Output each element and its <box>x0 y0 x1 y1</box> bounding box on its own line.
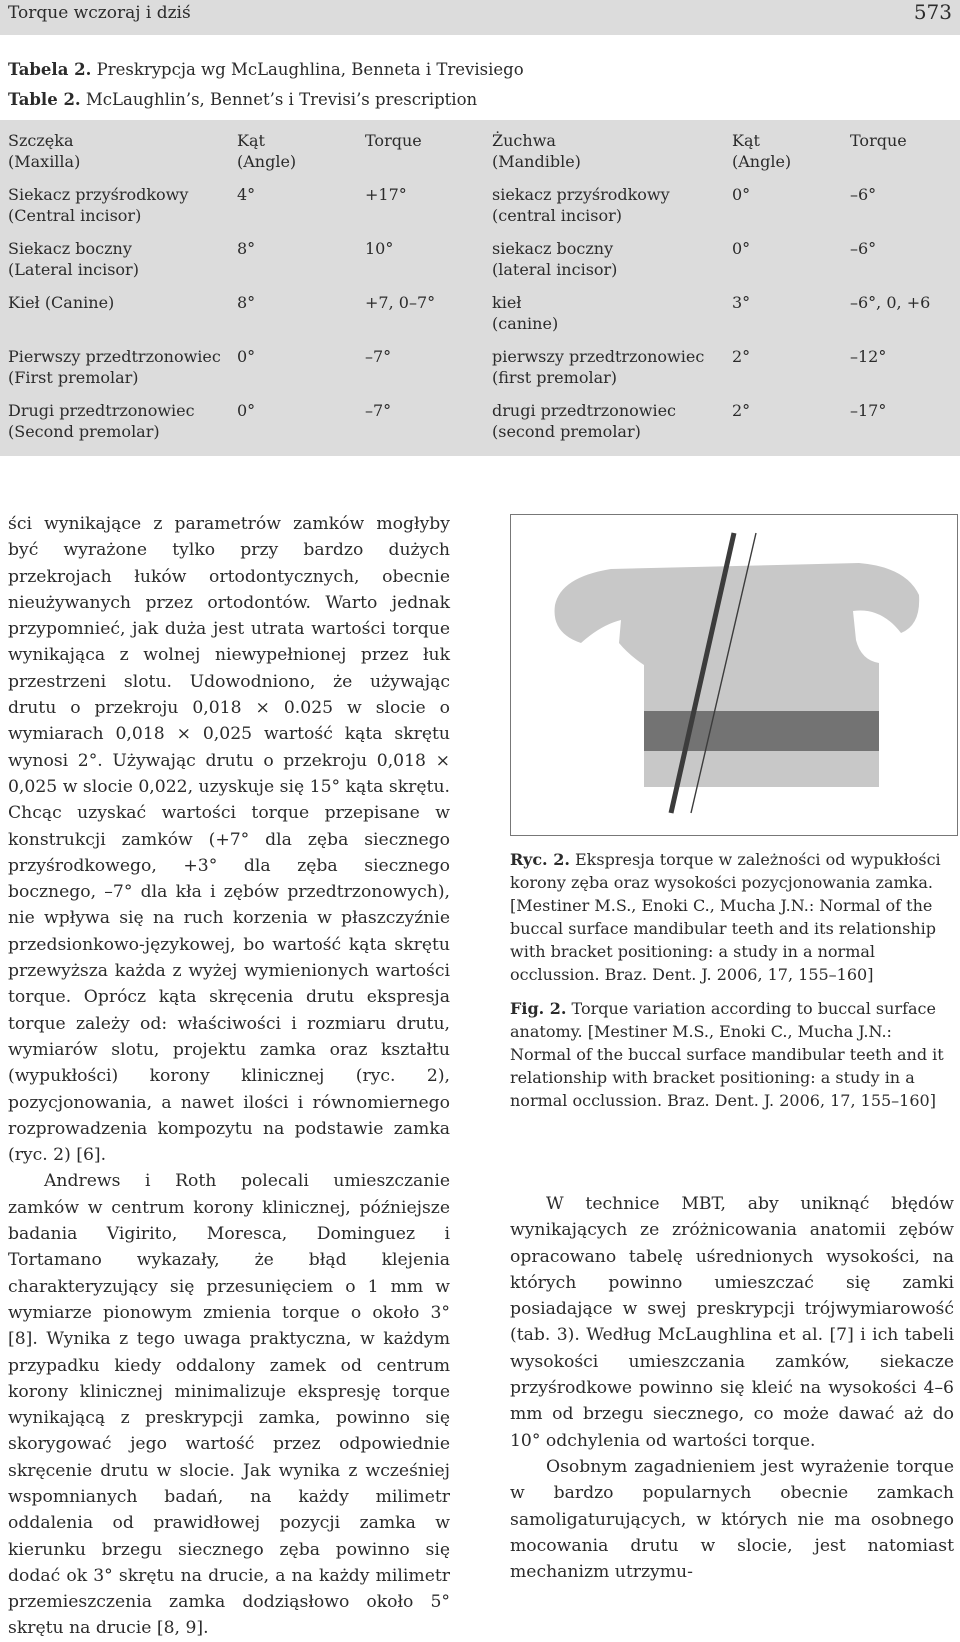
figure-caption-en-label: Fig. 2. <box>510 999 567 1018</box>
table-caption-en-label: Table 2. <box>8 90 81 109</box>
prescription-table <box>0 120 960 456</box>
table-cell: 2° <box>732 401 751 420</box>
table-cell: –17° <box>850 401 887 420</box>
table-caption-en <box>8 90 477 109</box>
table-cell: drugi przedtrzonowiec (second premolar) <box>492 401 676 441</box>
table-cell: –7° <box>365 401 392 420</box>
table-cell: 0° <box>732 239 751 258</box>
figure-caption-pl-label: Ryc. 2. <box>510 850 570 869</box>
right-text-column <box>510 1191 954 1585</box>
figure-caption-pl-text: Ekspresja torque w zależności od wypukłości korony zęba oraz wysokości pozycjonowania zamka. [Mestiner M.S., Enoki C., Mucha J.N.: Normal of the buccal surface mandibular teeth and its relationship with bracket positioning: a study in a normal occlussion. Braz. Dent. J. 2006, 17, 155–160] <box>510 850 941 984</box>
table-header-cell: Torque <box>850 131 907 150</box>
table-cell: 8° <box>237 239 256 258</box>
table-cell: 0° <box>732 185 751 204</box>
left-text-column <box>8 511 450 1642</box>
table-cell: –6°, 0, +6 <box>850 293 931 312</box>
table-cell: 8° <box>237 293 256 312</box>
table-cell: 10° <box>365 239 394 258</box>
table-cell: +7, 0–7° <box>365 293 436 312</box>
table-caption-en-text: McLaughlin’s, Bennet’s i Trevisi’s prescription <box>80 90 478 109</box>
table-cell: 0° <box>237 401 256 420</box>
table-caption-pl-text: Preskrypcja wg McLaughlina, Benneta i Trevisiego <box>91 60 524 79</box>
paragraph: Osobnym zagadnieniem jest wyrażenie torque w bardzo popularnych obecnie zamkach samoligaturujących, w których nie ma osobnego mocowania drutu w slocie, jest natomiast mechanizm utrzymu- <box>510 1456 954 1583</box>
bracket-body-shape <box>555 563 920 787</box>
table-cell: Siekacz boczny (Lateral incisor) <box>8 239 139 279</box>
table-cell: Kieł (Canine) <box>8 293 115 312</box>
paragraph: Andrews i Roth polecali umieszczanie zamków w centrum korony klinicznej, późniejsze badania Vigirito, Moresca, Dominguez i Tortamano wykazały, że błąd klejenia charakteryzujący się przesunięciem o 1 mm w wymiarze pionowym zmienia torque o około 3° [8]. Wynika z tego uwaga praktyczna, w każdym przypadku kiedy oddalony zamek od centrum korony klinicznej minimalizuje ekspresję torque wynikającą z preskrypcji zamka, powinno się skorygować jego wartość przez odpowiednie skręcenie drutu w slocie. Jak wynika z wcześniej wspomnianych badań, na każdy milimetr oddalenia od prawidłowej pozycji zamka w kierunku brzegu siecznego zęba powinno się dodać ok 3° skrętu na drucie, a na każdy milimetr przemieszczenia zamka dodziąsłowo około 5° skrętu na drucie [8, 9]. <box>8 1171 450 1639</box>
table-cell: siekacz przyśrodkowy (central incisor) <box>492 185 670 225</box>
table-header-cell: Żuchwa (Mandible) <box>492 131 581 171</box>
paragraph: W technice MBT, aby uniknąć błędów wynikających ze zróżnicowania anatomii zębów opracowano tabelę uśrednionych wysokości, na których powinno umieszczać się zamki posiadające w swej preskrypcji trójwymiarowość (tab. 3). Według McLaughlina et al. [7] i ich tabeli wysokości umieszczania zamków, siekacze przyśrodkowe powinno się kleić na wysokości 4–6 mm od brzegu siecznego, co może dawać aż do 10° odchylenia od wartości torque. <box>510 1194 954 1451</box>
table-header-cell: Szczęka (Maxilla) <box>8 131 81 171</box>
table-cell: pierwszy przedtrzonowiec (first premolar) <box>492 347 705 387</box>
table-cell: Pierwszy przedtrzonowiec (First premolar) <box>8 347 221 387</box>
table-cell: 3° <box>732 293 751 312</box>
paragraph: ści wynikające z parametrów zamków mogłyby być wyrażone tylko przy bardzo dużych przekrojach łuków ortodontycznych, obecnie nieużywanych przez ortodontów. Warto jednak przypomnieć, jak duża jest utrata wartości torque wynikająca z wolnej niewypełnionej przez łuk przestrzeni slotu. Udowodniono, że używając drutu o przekroju 0,018 × 0.025 w slocie o wymiarach 0,018 × 0,025 wartość kąta skrętu wynosi 2°. Używając drutu o przekroju 0,018 × 0,025 w slocie 0,022, uzyskuje się 15° kąta skrętu. Chcąc uzyskać wartości torque przepisane w konstrukcji zamków (+7° dla zęba siecznego przyśrodkowego, +3° dla zęba siecznego bocznego, –7° dla kła i zębów przedtrzonowych), nie wpływa się na ruch korzenia w płaszczyźnie przedsionkowo-językowej, bo wartość kąta skrętu przewyższa każda z wyżej wymienionych wartości torque. Oprócz kąta skręcenia drutu ekspresja torque zależy od: właściwości i rozmiaru drutu, wymiarów slotu, projektu zamka oraz kształtu (wypukłości) korony klinicznej (ryc. 2), pozycjonowania, a nawet ilości i równomiernego rozprowadzenia kompozytu na podstawie zamka (ryc. 2) [6]. <box>8 514 450 1166</box>
figure-caption-en-text: Torque variation according to buccal surface anatomy. [Mestiner M.S., Enoki C., Mucha J.N.: Normal of the buccal surface mandibular teeth and it relationship with bracket positioning: a study in a normal occlussion. Braz. Dent. J. 2006, 17, 155–160] <box>510 999 944 1110</box>
table-cell: Drugi przedtrzonowiec (Second premolar) <box>8 401 195 441</box>
table-cell: Siekacz przyśrodkowy (Central incisor) <box>8 185 189 225</box>
figure-caption-pl <box>510 848 950 986</box>
table-header-cell: Torque <box>365 131 422 150</box>
table-cell: kieł (canine) <box>492 293 559 333</box>
page-header <box>0 0 960 35</box>
table-cell: –7° <box>365 347 392 366</box>
figure-2-bracket-diagram <box>510 514 958 836</box>
table-cell: 4° <box>237 185 256 204</box>
table-cell: –12° <box>850 347 887 366</box>
page-number: 573 <box>913 0 952 24</box>
table-cell: –6° <box>850 239 877 258</box>
table-cell: +17° <box>365 185 407 204</box>
table-cell: 0° <box>237 347 256 366</box>
figure-caption-en <box>510 997 950 1112</box>
table-caption-pl <box>8 60 524 79</box>
table-cell: siekacz boczny (lateral incisor) <box>492 239 618 279</box>
table-cell: –6° <box>850 185 877 204</box>
bracket-base <box>644 711 879 751</box>
table-caption-pl-label: Tabela 2. <box>8 60 92 79</box>
table-cell: 2° <box>732 347 751 366</box>
running-title: Torque wczoraj i dziś <box>8 3 191 23</box>
table-header-cell: Kąt (Angle) <box>732 131 792 171</box>
bracket-torque-diagram <box>511 515 957 835</box>
table-header-cell: Kąt (Angle) <box>237 131 297 171</box>
